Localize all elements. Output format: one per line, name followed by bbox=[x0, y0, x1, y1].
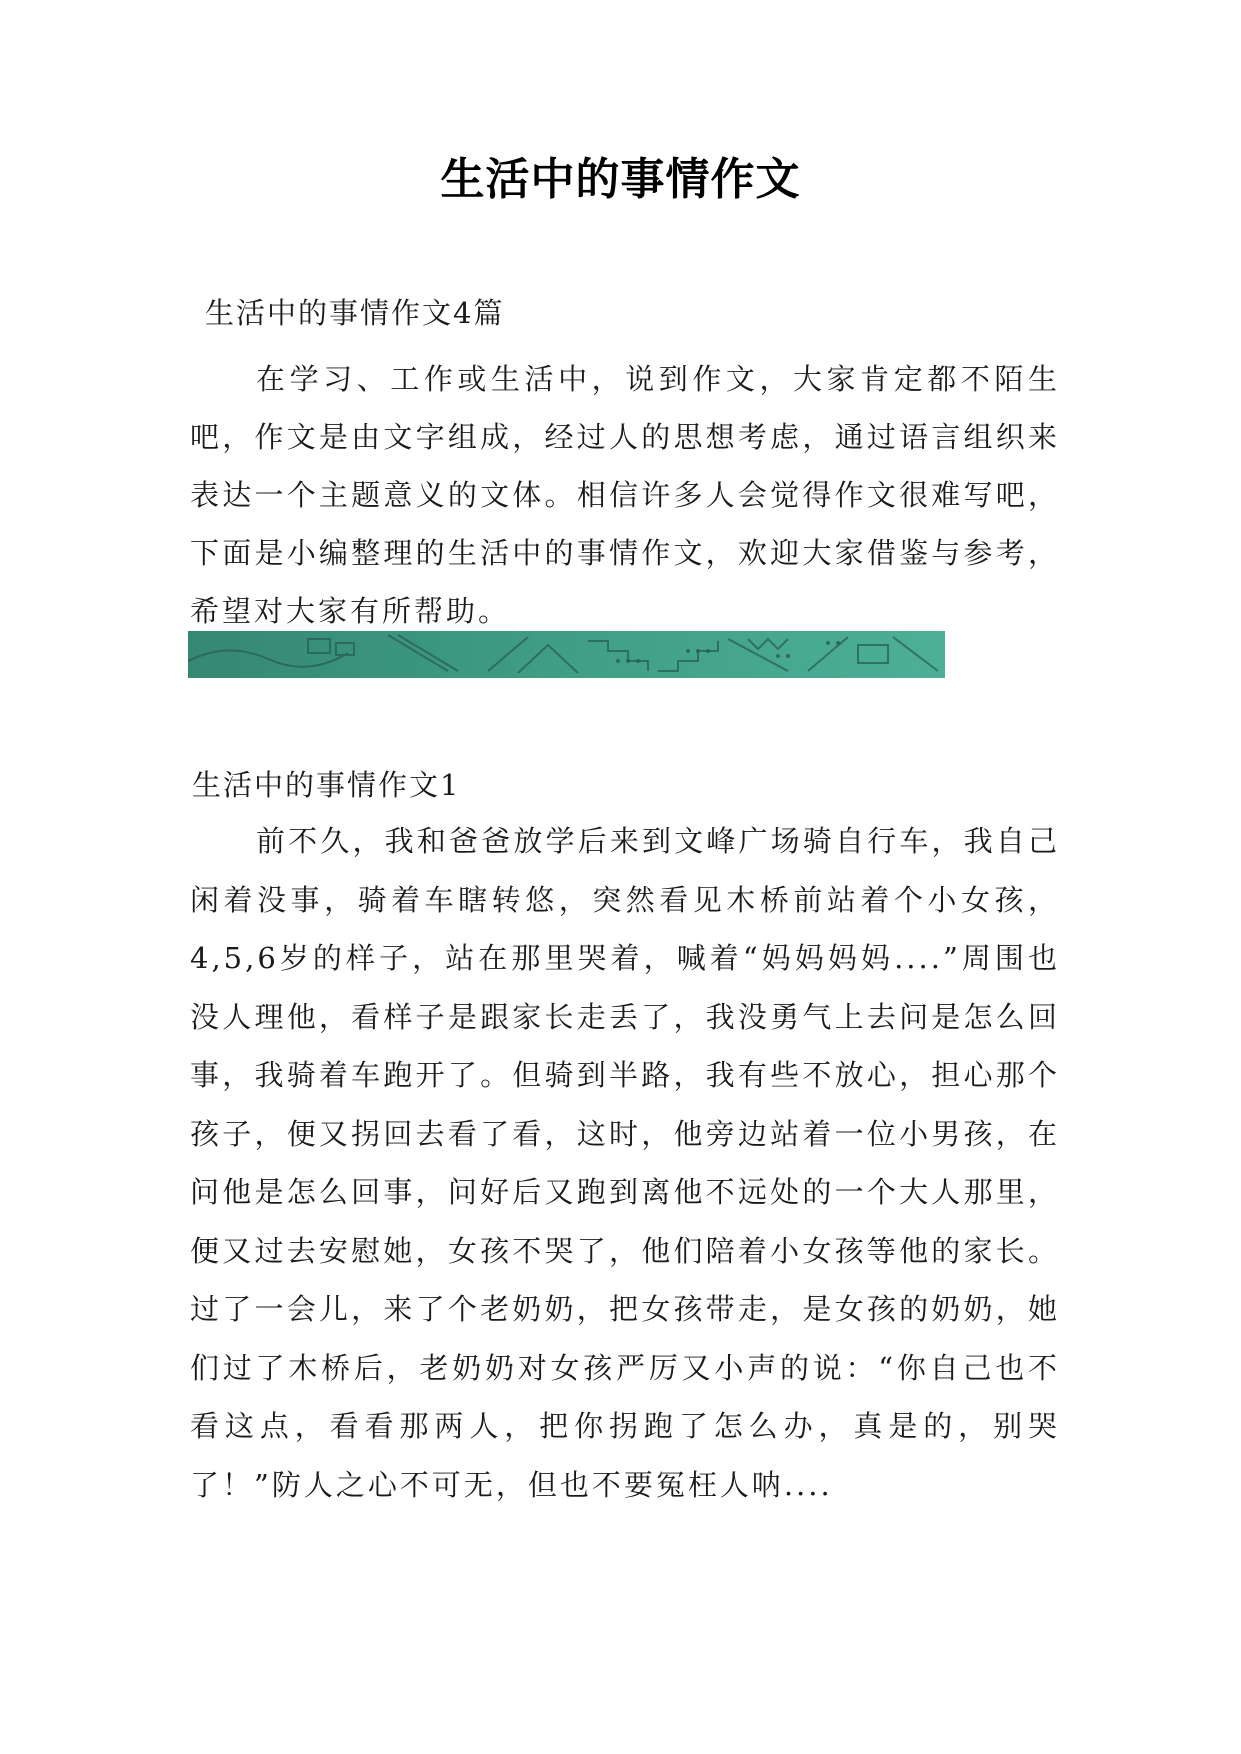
page-title: 生活中的事情作文 bbox=[440, 154, 801, 205]
intro-paragraph: 在学习、工作或生活中，说到作文，大家肯定都不陌生吧，作文是由文字组成，经过人的思想考虑，通过语言组织来表达一个主题意义的文体。相信许多人会觉得作文很难写吧，下面是小编整理的生活中的事情作文，欢迎大家借鉴与参考，希望对大家有所帮助。 bbox=[190, 362, 1060, 628]
body-paragraph: 前不久，我和爸爸放学后来到文峰广场骑自行车，我自己闲着没事，骑着车瞎转悠，突然看见木桥前站着个小女孩，4,5,6岁的样子，站在那里哭着，喊着“妈妈妈妈....”周围也没人理他，看样子是跟家长走丢了，我没勇气上去问是怎么回事，我骑着车跑开了。但骑到半路，我有些不放心，担心那个孩子，便又拐回去看了看，这时，他旁边站着一位小男孩，在问他是怎么回事，问好后又跑到离他不远处的一个大人那里，便又过去安慰她，女孩不哭了，他们陪着小女孩等他的家长。过了一会儿，来了个老奶奶，把女孩带走，是女孩的奶奶，她们过了木桥后，老奶奶对女孩严厉又小声的说：“你自己也不看这点，看看那两人，把你拐跑了怎么办，真是的，别哭了！”防人之心不可无，但也不要冤枉人呐.... bbox=[190, 824, 1060, 1502]
section-heading: 生活中的事情作文1 bbox=[192, 768, 461, 802]
document-subtitle: 生活中的事情作文4篇 bbox=[205, 296, 505, 330]
decorative-banner-image bbox=[188, 631, 945, 678]
